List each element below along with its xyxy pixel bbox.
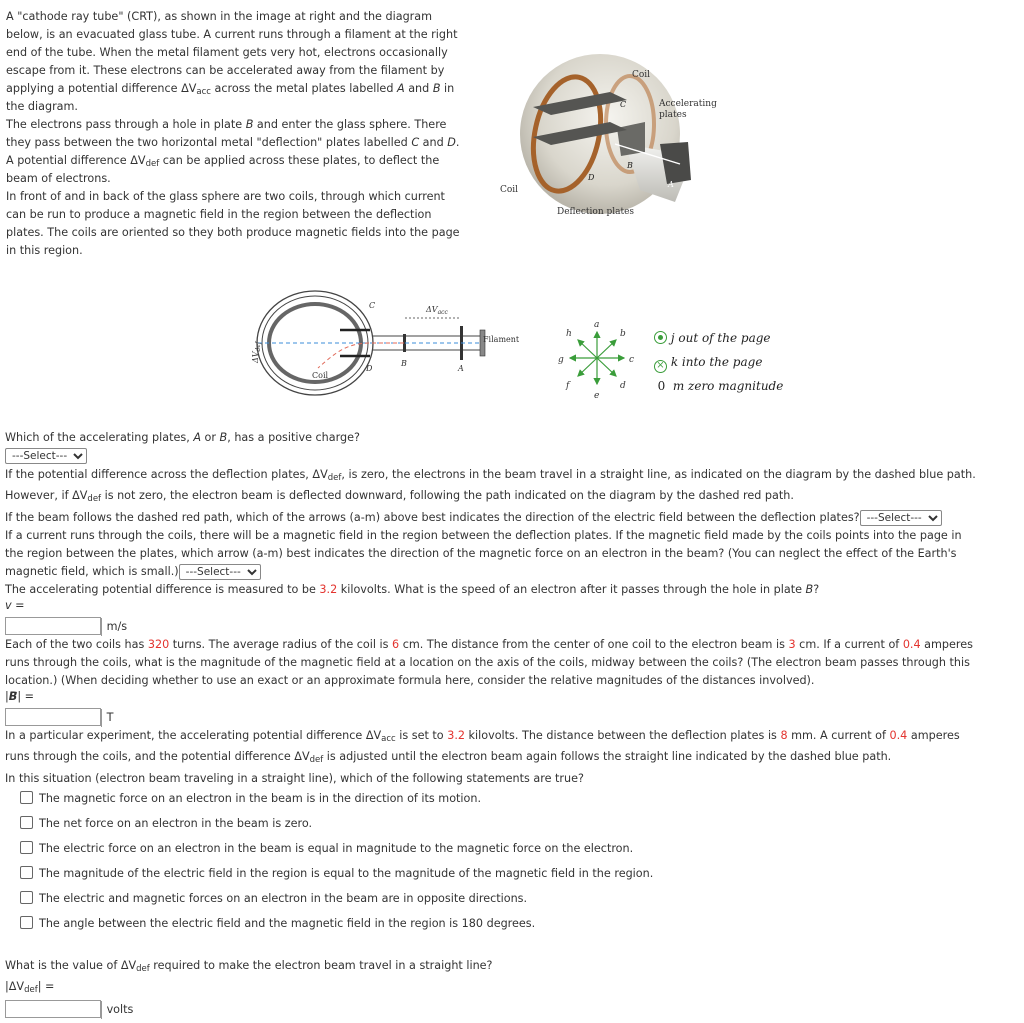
legend-k: × k into the page <box>654 350 783 374</box>
q5-var: |B⃗| = <box>5 690 35 703</box>
q4-answer-row <box>5 617 127 636</box>
arrow-f <box>578 358 597 376</box>
direction-legend <box>654 326 783 398</box>
checkbox[interactable] <box>20 841 33 854</box>
q5-answer-row <box>5 708 113 727</box>
label-filament: Filament <box>483 335 520 344</box>
into-page-icon: × <box>654 360 667 373</box>
legend-m: 0 m zero magnitude <box>657 379 784 393</box>
label-dv-acc: $\Delta V_{acc}$ <box>426 305 448 316</box>
q5-radius: 6 <box>392 638 400 651</box>
checkbox[interactable] <box>20 791 33 804</box>
label-d: D <box>588 173 595 182</box>
label-accelerating: Accelerating <box>659 99 717 109</box>
q1-select[interactable] <box>5 448 87 464</box>
intro-paragraph <box>6 8 486 260</box>
q5-current: 0.4 <box>902 638 921 651</box>
intro-line: the diagram. <box>6 100 78 113</box>
label-dv-def: $\Delta V_{def}$ <box>251 341 262 363</box>
q6-vacc: 3.2 <box>447 729 465 742</box>
arrow-label-a: a <box>594 320 600 330</box>
crt-photo-illustration <box>495 52 735 227</box>
option-checkbox-2[interactable]: The net force on an electron in the beam is zero. <box>20 816 312 831</box>
q6-line3: In this situation (electron beam traveling in a straight line), which of the following statements are true? <box>5 772 584 785</box>
label-plates: plates <box>659 110 687 120</box>
intro-line: beam of electrons. <box>6 172 111 185</box>
label-a: A <box>458 364 464 373</box>
q1-answer <box>5 448 87 464</box>
q3-line1: If a current runs through the coils, there will be a magnetic field in the region between the deflection plates. If the magnetic field made by the coils points into the page in <box>5 529 962 542</box>
intro-line: end of the tube. When the metal filament gets very hot, electrons occasionally <box>6 46 448 59</box>
q4-var: v = <box>5 599 25 612</box>
arrow-label-f: f <box>566 381 570 391</box>
para-deflected-path: However, if $\Delta V_{def}$ is not zero, the electron beam is deflected downward, following the path indicated on the diagram by the dashed red path. <box>5 489 794 504</box>
option-checkbox-4[interactable]: The magnitude of the electric field in the region is equal to the magnitude of the magnetic field in the region. <box>20 866 653 881</box>
q6-line2: runs through the coils, and the potential difference $\Delta V_{def}$ is adjusted until the electron beam again follows the straight line indicated by the dashed blue path. <box>5 750 892 765</box>
intro-line: escape from it. These electrons can be accelerated away from the filament by <box>6 64 445 77</box>
intro-line: in this region. <box>6 244 83 257</box>
checkbox[interactable] <box>20 916 33 929</box>
out-of-page-icon <box>654 331 667 344</box>
dv-def-unit: volts <box>101 1001 134 1019</box>
q6-plate-distance: 8 <box>780 729 788 742</box>
intro-line: In front of and in back of the glass sphere are two coils, through which current <box>6 190 445 203</box>
arrow-h <box>578 340 597 358</box>
arrow-label-g: g <box>558 355 564 365</box>
intro-line: The electrons pass through a hole in plate B and enter the glass sphere. There <box>6 118 447 131</box>
option-checkbox-6[interactable]: The angle between the electric field and the magnetic field in the region is 180 degrees. <box>20 916 535 931</box>
arrow-d <box>597 358 616 376</box>
intro-line: applying a potential difference $\Delta V_{acc}$ across the metal plates labelled A and B in <box>6 82 455 97</box>
speed-input[interactable] <box>5 617 101 635</box>
q4-vacc-value: 3.2 <box>319 583 338 596</box>
para-straight-path: If the potential difference across the deflection plates, $\Delta V_{def}$, is zero, the electrons in the beam travel in a straight line, as indicated on the diagram by the dashed blue path. <box>5 468 976 483</box>
q2-text: If the beam follows the dashed red path, which of the arrows (a-m) above best indicates the direction of the electric field between the deflection plates? ---Select--- <box>5 509 942 527</box>
intro-line: plates. The coils are oriented so they both produce magnetic fields into the page <box>6 226 460 239</box>
arrow-label-e: e <box>594 391 600 401</box>
crt-schematic-diagram <box>248 268 538 398</box>
label-coil-left: Coil <box>500 185 519 195</box>
label-coil: Coil <box>312 371 329 380</box>
label-b: B <box>627 161 633 170</box>
arrow-label-b: b <box>620 329 626 339</box>
arrow-label-d: d <box>620 381 626 391</box>
label-c: C <box>369 301 376 310</box>
q3-line3: magnetic field, which is small.) ---Select--- <box>5 563 261 581</box>
intro-line: below, is an evacuated glass tube. A current runs through a filament at the right <box>6 28 458 41</box>
label-c: C <box>620 100 627 109</box>
q2-select[interactable] <box>860 510 942 526</box>
label-b: B <box>401 359 407 368</box>
q3-select[interactable] <box>179 564 261 580</box>
q6-current: 0.4 <box>889 729 908 742</box>
q5-turns: 320 <box>147 638 170 651</box>
intro-line: A "cathode ray tube" (CRT), as shown in the image at right and the diagram <box>6 10 433 23</box>
intro-line: they pass between the two horizontal metal "deflection" plates labelled C and D. <box>6 136 460 149</box>
intro-line: A potential difference $\Delta V_{def}$ can be applied across these plates, to deflect the <box>6 154 440 169</box>
q5-line1: Each of the two coils has 320 turns. The average radius of the coil is 6 cm. The distance from the center of one coil to the electron beam is 3 cm. If a current of 0.4 amperes <box>5 638 973 651</box>
plate-b <box>617 122 645 156</box>
q5-line3: location.) (When deciding whether to use an exact or an approximate formula here, consider the relative magnitudes of the distances involved). <box>5 674 815 687</box>
legend-j: j out of the page <box>654 326 783 350</box>
q7-var: $|\Delta V_{def}|$ = <box>5 980 55 995</box>
label-d: D <box>366 364 373 373</box>
magnetic-field-unit: T <box>101 709 114 727</box>
q5-distance: 3 <box>788 638 796 651</box>
speed-unit: m/s <box>101 618 128 636</box>
q1-text: Which of the accelerating plates, A or B, has a positive charge? <box>5 431 360 444</box>
option-checkbox-3[interactable]: The electric force on an electron in the beam is equal in magnitude to the magnetic force on the electron. <box>20 841 633 856</box>
arrow-b <box>597 340 616 358</box>
dv-def-input[interactable] <box>5 1000 101 1018</box>
q5-line2: runs through the coils, what is the magnitude of the magnetic field at a location on the axis of the coils, midway between the coils? (The electron beam passes through this <box>5 656 970 669</box>
q4-text: The accelerating potential difference is measured to be 3.2 kilovolts. What is the speed of an electron after it passes through the hole in plate B? <box>5 583 820 596</box>
q6-line1: In a particular experiment, the accelerating potential difference $\Delta V_{acc}$ is set to 3.2 kilovolts. The distance between the deflection plates is 8 mm. A current of 0.4 amperes <box>5 729 960 744</box>
option-checkbox-5[interactable]: The electric and magnetic forces on an electron in the beam are in opposite directions. <box>20 891 527 906</box>
intro-line: can be run to produce a magnetic field in the region between the deflection <box>6 208 432 221</box>
q7-text: What is the value of $\Delta V_{def}$ required to make the electron beam travel in a straight line? <box>5 959 493 974</box>
magnetic-field-input[interactable] <box>5 708 101 726</box>
q7-answer-row <box>5 1000 133 1019</box>
label-coil-top: Coil <box>632 70 651 80</box>
label-a: A <box>668 180 674 189</box>
checkbox[interactable] <box>20 816 33 829</box>
checkbox[interactable] <box>20 891 33 904</box>
q3-line2: the region between the plates, which arrow (a-m) best indicates the direction of the magnetic force on an electron in the beam? (You can neglect the effect of the Earth's <box>5 547 957 560</box>
option-checkbox-1[interactable]: The magnetic force on an electron in the beam is in the direction of its motion. <box>20 791 481 806</box>
direction-arrows-diagram <box>550 312 650 402</box>
label-deflection: Deflection plates <box>557 207 635 217</box>
arrow-label-h: h <box>566 329 572 339</box>
checkbox[interactable] <box>20 866 33 879</box>
arrow-label-c: c <box>629 355 635 365</box>
